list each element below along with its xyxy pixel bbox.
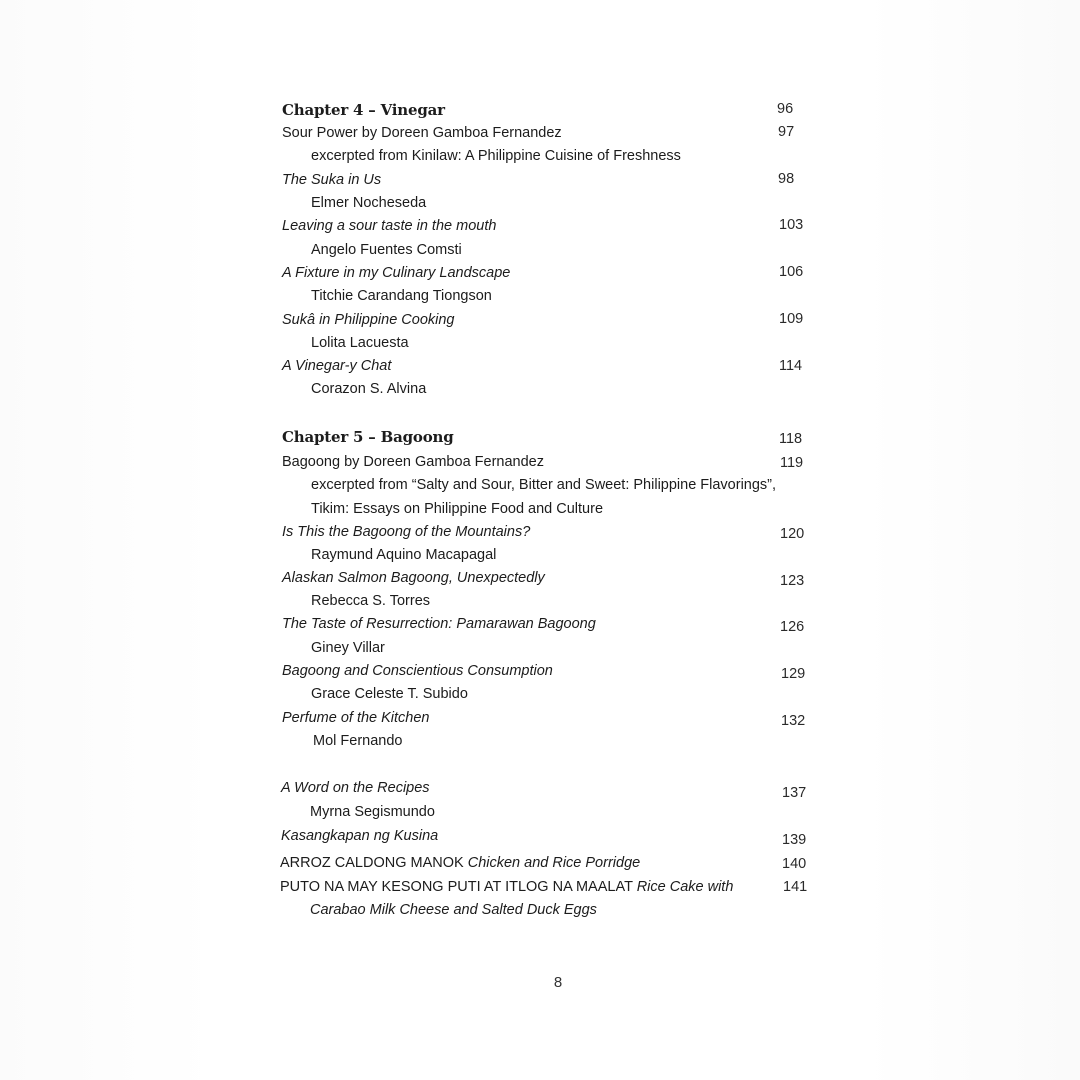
- toc-entry-author: Myrna Segismundo: [310, 804, 435, 820]
- chapter-4-heading: Chapter 4 – Vinegar: [282, 101, 445, 119]
- toc-entry-author: Raymund Aquino Macapagal: [311, 547, 497, 563]
- toc-entry-title: Sukâ in Philippine Cooking: [282, 312, 455, 328]
- toc-entry-title: Kasangkapan ng Kusina: [281, 828, 439, 844]
- page-ref: 141: [783, 879, 808, 895]
- toc-entry-title: A Fixture in my Culinary Landscape: [282, 265, 511, 281]
- toc-entry-source: excerpted from “Salty and Sour, Bitter and Sweet: Philippine Flavorings”,: [311, 477, 777, 493]
- toc-entry-author: Corazon S. Alvina: [311, 381, 427, 397]
- page-ref: 139: [782, 832, 807, 848]
- toc-entry-source: Tikim: Essays on Philippine Food and Culture: [311, 501, 604, 517]
- page-ref: 114: [779, 358, 803, 374]
- toc-entry-title: A Word on the Recipes: [281, 780, 430, 796]
- page-ref: 120: [780, 526, 805, 542]
- toc-entry-title: Perfume of the Kitchen: [282, 710, 430, 726]
- toc-entry-title: Leaving a sour taste in the mouth: [282, 218, 497, 234]
- toc-entry-title: Sour Power by Doreen Gamboa Fernandez: [282, 125, 562, 141]
- toc-entry-title: Bagoong by Doreen Gamboa Fernandez: [282, 454, 544, 470]
- page-ref: 98: [778, 171, 795, 187]
- toc-entry-source: excerpted from Kinilaw: A Philippine Cuisine of Freshness: [311, 148, 681, 164]
- toc-entry-title: Bagoong and Conscientious Consumption: [282, 663, 553, 679]
- page-ref: 137: [782, 785, 807, 801]
- recipe-name: PUTO NA MAY KESONG PUTI AT ITLOG NA MAALAT: [280, 879, 633, 895]
- page-ref: 140: [782, 856, 807, 872]
- page-ref: 129: [781, 666, 806, 682]
- toc-entry-author: Titchie Carandang Tiongson: [311, 288, 492, 304]
- page-number: 8: [553, 974, 563, 991]
- toc-entry-author: Mol Fernando: [313, 733, 403, 749]
- toc-entry-title: The Taste of Resurrection: Pamarawan Bagoong: [282, 616, 596, 632]
- page-ref: 97: [778, 124, 795, 140]
- page-ref: 123: [780, 573, 805, 589]
- recipe-entry: [280, 878, 733, 896]
- chapter-5-heading: Chapter 5 – Bagoong: [282, 428, 454, 446]
- page-ref: 118: [779, 431, 803, 447]
- recipe-description: Rice Cake with: [636, 879, 734, 895]
- page-ref: 126: [780, 619, 805, 635]
- toc-entry-author: Rebecca S. Torres: [311, 593, 431, 609]
- toc-entry-title: Is This the Bagoong of the Mountains?: [282, 524, 531, 540]
- toc-entry-title: Alaskan Salmon Bagoong, Unexpectedly: [282, 570, 545, 586]
- recipe-description: Carabao Milk Cheese and Salted Duck Eggs: [310, 902, 597, 918]
- toc-entry-author: Giney Villar: [311, 640, 385, 656]
- recipe-name: ARROZ CALDONG MANOK: [280, 855, 464, 871]
- page-ref: 109: [779, 311, 804, 327]
- page-ref: 106: [779, 264, 804, 280]
- page-ref: 119: [780, 455, 804, 471]
- toc-entry-author: Elmer Nocheseda: [311, 195, 427, 211]
- toc-entry-author: Lolita Lacuesta: [311, 335, 409, 351]
- toc-entry-author: Angelo Fuentes Comsti: [311, 242, 462, 258]
- toc-entry-author: Grace Celeste T. Subido: [311, 686, 468, 702]
- page-ref: 132: [781, 713, 806, 729]
- page-ref: 103: [779, 217, 804, 233]
- toc-entry-title: The Suka in Us: [282, 172, 382, 188]
- toc-entry-title: A Vinegar-y Chat: [282, 358, 392, 374]
- page-ref: 96: [777, 101, 794, 117]
- recipe-description: Chicken and Rice Porridge: [467, 855, 641, 871]
- recipe-entry: [280, 854, 640, 872]
